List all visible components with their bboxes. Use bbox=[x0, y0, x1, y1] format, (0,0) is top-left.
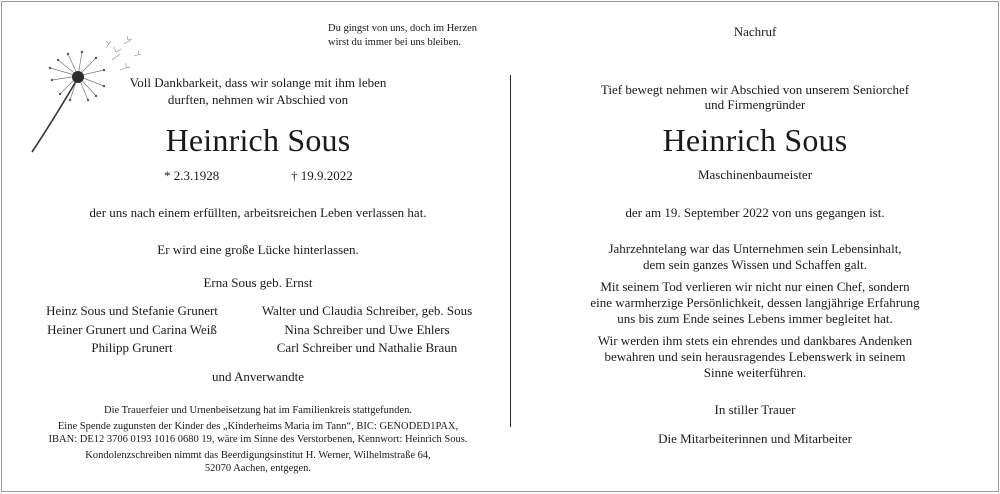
family-member: Nina Schreiber und Uwe Ehlers bbox=[284, 322, 450, 337]
right-deceased-name: Heinrich Sous bbox=[662, 122, 848, 158]
family-member: Walter und Claudia Schreiber, geb. Sous bbox=[261, 303, 473, 318]
left-text-line: Er wird eine große Lücke hinterlassen. bbox=[157, 242, 359, 257]
family-member: Philipp Grunert bbox=[91, 340, 173, 355]
right-paragraph-line: Sinne weiterführen. bbox=[703, 365, 807, 380]
birth-date: * 2.3.1928 bbox=[164, 168, 220, 183]
service-note: Eine Spende zugunsten der Kinder des „Kinderheims Maria im Tann“, BIC: GENODED1PAX, bbox=[57, 421, 459, 432]
left-deceased-name: Heinrich Sous bbox=[165, 122, 351, 158]
service-note: 52070 Aachen, entgegen. bbox=[204, 463, 312, 474]
left-text-line: der uns nach einem erfüllten, arbeitsreichen Leben verlassen hat. bbox=[89, 205, 427, 220]
family-member: Heiner Grunert und Carina Weiß bbox=[47, 322, 217, 337]
service-note: Kondolenzschreiben nimmt das Beerdigungsinstitut H. Werner, Wilhelmstraße 64, bbox=[85, 450, 431, 461]
closing-line: In stiller Trauer bbox=[714, 402, 796, 417]
right-intro-line: und Firmengründer bbox=[704, 97, 806, 112]
right-paragraph-line: uns bis zum Ende seines Lebens immer begleitet hat. bbox=[617, 311, 893, 326]
left-intro-line: durften, nehmen wir Abschied von bbox=[167, 92, 349, 107]
right-paragraph-line: bewahren und sein herausragendes Lebenswerk in seinem bbox=[604, 349, 906, 364]
right-paragraph-line: Wir werden ihm stets ein ehrendes und dankbares Andenken bbox=[597, 333, 913, 348]
right-paragraph-line: Jahrzehntelang war das Unternehmen sein Lebensinhalt, bbox=[608, 241, 902, 256]
widow-name: Erna Sous geb. Ernst bbox=[203, 275, 313, 290]
family-member: Carl Schreiber und Nathalie Braun bbox=[276, 340, 458, 355]
relatives-line: und Anverwandte bbox=[211, 369, 305, 384]
deceased-title: Maschinenbaumeister bbox=[697, 167, 813, 182]
right-paragraph-line: eine warmherzige Persönlichkeit, dessen langjährige Erfahrung bbox=[590, 295, 920, 310]
right-heading: Nachruf bbox=[733, 24, 777, 39]
motto-line: wirst du immer bei uns bleiben. bbox=[328, 37, 461, 48]
service-note: Die Trauerfeier und Urnenbeisetzung hat im Familienkreis stattgefunden. bbox=[104, 405, 412, 416]
motto-line: Du gingst von uns, doch im Herzen bbox=[328, 23, 478, 34]
date-line: der am 19. September 2022 von uns gegangen ist. bbox=[625, 205, 885, 220]
left-intro-line: Voll Dankbarkeit, dass wir solange mit ihm leben bbox=[129, 75, 387, 90]
signature-line: Die Mitarbeiterinnen und Mitarbeiter bbox=[658, 431, 852, 446]
right-paragraph-line: dem sein ganzes Wissen und Schaffen galt. bbox=[643, 257, 867, 272]
service-note: IBAN: DE12 3706 0193 1016 0680 19, wäre im Sinne des Verstorbenen, Kennwort: Heinrich Sous. bbox=[48, 434, 468, 445]
right-paragraph-line: Mit seinem Tod verlieren wir nicht nur einen Chef, sondern bbox=[600, 279, 910, 294]
family-member: Heinz Sous und Stefanie Grunert bbox=[46, 303, 218, 318]
death-date: † 19.9.2022 bbox=[291, 168, 353, 183]
right-intro-line: Tief bewegt nehmen wir Abschied von unserem Seniorchef bbox=[600, 82, 910, 97]
obituary-page bbox=[1, 1, 999, 492]
